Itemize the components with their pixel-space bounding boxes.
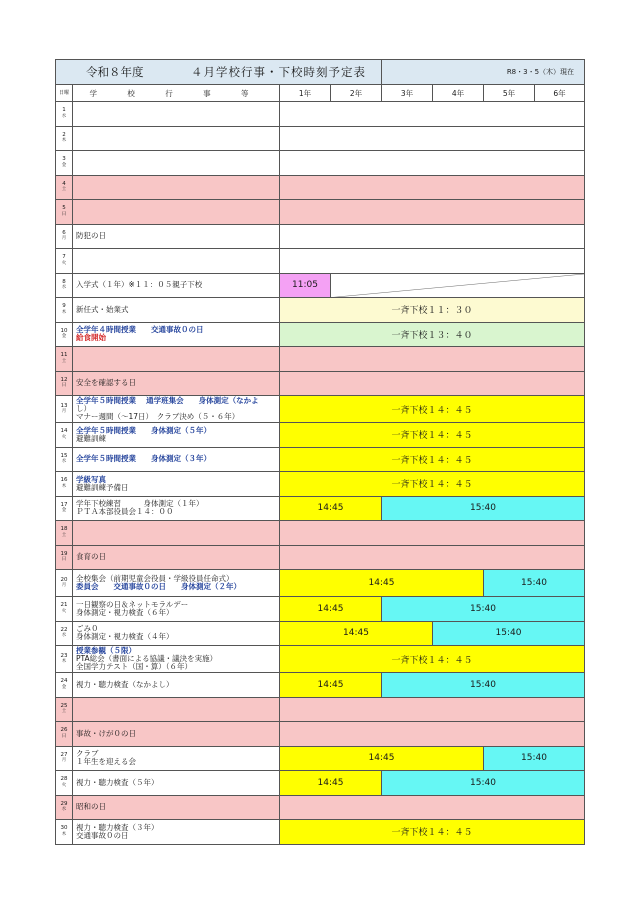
event-cell bbox=[73, 200, 280, 225]
grade-3-header: 3年 bbox=[382, 85, 433, 102]
day-cell bbox=[56, 771, 73, 796]
dismissal-empty bbox=[280, 545, 585, 570]
day-cell bbox=[56, 621, 73, 646]
weekday: 金 bbox=[61, 334, 67, 340]
day-row bbox=[56, 746, 585, 771]
event-cell bbox=[73, 545, 280, 570]
diagonal-line bbox=[331, 274, 584, 298]
dismissal-time: 14:45 bbox=[280, 673, 382, 698]
weekday: 土 bbox=[61, 709, 67, 715]
day-row bbox=[56, 273, 585, 298]
day-row bbox=[56, 175, 585, 200]
dismissal-empty bbox=[280, 175, 585, 200]
event-line: 身体測定・視力検査（４年） bbox=[76, 632, 174, 642]
day-cell bbox=[56, 298, 73, 323]
day-cell bbox=[56, 102, 73, 127]
column-header-row bbox=[56, 85, 585, 102]
day-row bbox=[56, 697, 585, 722]
day-cell bbox=[56, 347, 73, 372]
event-line: 全学年４時間授業 交通事故０の日 bbox=[76, 325, 204, 335]
event-line: 交通事故０の日 bbox=[76, 830, 129, 840]
dismissal-time: 15:40 bbox=[433, 621, 585, 646]
weekday: 火 bbox=[61, 260, 67, 266]
day-cell bbox=[56, 597, 73, 622]
event-line: 給食開始 bbox=[76, 333, 106, 343]
event-column-header: 学 校 行 事 等 bbox=[73, 85, 280, 102]
event-cell bbox=[73, 722, 280, 747]
day-cell bbox=[56, 472, 73, 497]
day-cell bbox=[56, 496, 73, 521]
day-number: 26 bbox=[60, 727, 68, 734]
day-row bbox=[56, 771, 585, 796]
day-number: 12 bbox=[60, 376, 68, 383]
event-line: ＰＴＡ本部役員会１４：００ bbox=[76, 507, 174, 517]
weekday: 木 bbox=[61, 831, 67, 837]
dismissal-time: 15:40 bbox=[484, 570, 585, 597]
day-row bbox=[56, 472, 585, 497]
day-number: 27 bbox=[60, 751, 68, 758]
day-rows bbox=[56, 102, 585, 845]
day-row bbox=[56, 597, 585, 622]
weekday: 水 bbox=[61, 113, 67, 119]
event-cell bbox=[73, 151, 280, 176]
event-line: 事故・けが０の日 bbox=[76, 728, 136, 738]
page-title bbox=[56, 60, 382, 85]
day-row bbox=[56, 621, 585, 646]
event-cell bbox=[73, 371, 280, 396]
day-row bbox=[56, 224, 585, 249]
day-cell bbox=[56, 126, 73, 151]
event-line: 全校集会（前期児童会役員・学級役員任命式） bbox=[76, 574, 234, 583]
event-cell bbox=[73, 820, 280, 845]
day-cell bbox=[56, 646, 73, 673]
day-number: 2 bbox=[62, 131, 66, 138]
day-number: 19 bbox=[60, 550, 68, 557]
weekday: 火 bbox=[61, 434, 67, 440]
dismissal-time: 14:45 bbox=[280, 597, 382, 622]
day-cell bbox=[56, 697, 73, 722]
dismissal-time: 一斉下校１１：３０ bbox=[280, 298, 585, 323]
day-number: 28 bbox=[60, 776, 68, 783]
weekday: 日 bbox=[61, 733, 67, 739]
event-line: 身体測定・視力検査（６年） bbox=[76, 607, 174, 617]
day-cell bbox=[56, 722, 73, 747]
event-line: 全学年５時間授業 身体測定（３年） bbox=[76, 454, 211, 464]
dismissal-empty bbox=[280, 521, 585, 546]
day-number: 4 bbox=[62, 180, 66, 187]
event-line: 昭和の日 bbox=[76, 802, 106, 812]
day-cell bbox=[56, 322, 73, 347]
weekday: 火 bbox=[61, 782, 67, 788]
dismissal-time: 15:40 bbox=[382, 673, 585, 698]
day-number: 25 bbox=[60, 702, 68, 709]
dismissal-time: 14:45 bbox=[280, 771, 382, 796]
day-number: 21 bbox=[60, 602, 68, 609]
day-row bbox=[56, 795, 585, 820]
day-row bbox=[56, 347, 585, 372]
event-line: 授業参観（５限） bbox=[76, 646, 136, 655]
dismissal-empty bbox=[280, 224, 585, 249]
weekday: 水 bbox=[61, 807, 67, 813]
day-row bbox=[56, 396, 585, 423]
as-of-date: R8・3・5（木）現在 bbox=[382, 60, 585, 85]
day-row bbox=[56, 151, 585, 176]
grade-4-header: 4年 bbox=[433, 85, 484, 102]
event-line: 学級写真 bbox=[76, 474, 106, 484]
weekday: 木 bbox=[61, 138, 67, 144]
event-line: 全国学力テスト（国・算）（６年） bbox=[76, 662, 192, 671]
event-line: クラブ bbox=[76, 749, 99, 759]
day-number: 8 bbox=[62, 278, 66, 285]
day-cell bbox=[56, 447, 73, 472]
dismissal-empty bbox=[280, 795, 585, 820]
dismissal-time: 一斉下校１４：４５ bbox=[280, 820, 585, 845]
day-cell bbox=[56, 795, 73, 820]
event-cell bbox=[73, 175, 280, 200]
event-line: 全学年５時間授業 身体測定（５年） bbox=[76, 425, 211, 435]
day-number: 10 bbox=[60, 327, 68, 334]
day-row bbox=[56, 298, 585, 323]
fiscal-year: 令和８年度 bbox=[86, 65, 144, 79]
dismissal-time: 15:40 bbox=[382, 771, 585, 796]
dismissal-time: 一斉下校１４：４５ bbox=[280, 472, 585, 497]
dismissal-time: 一斉下校１４：４５ bbox=[280, 447, 585, 472]
dismissal-time: 14:45 bbox=[280, 570, 484, 597]
day-cell bbox=[56, 396, 73, 423]
day-number: 11 bbox=[60, 352, 68, 359]
day-row bbox=[56, 126, 585, 151]
event-cell bbox=[73, 746, 280, 771]
event-line: 避難訓練 bbox=[76, 433, 106, 443]
weekday: 木 bbox=[61, 659, 67, 664]
weekday: 木 bbox=[61, 483, 67, 489]
day-row bbox=[56, 249, 585, 274]
title-text: ４月学校行事・下校時刻予定表 bbox=[191, 65, 366, 79]
event-line: PTA総会（書面による協議・議決を実施） bbox=[76, 654, 218, 663]
event-cell bbox=[73, 673, 280, 698]
event-cell bbox=[73, 126, 280, 151]
grade-5-header: 5年 bbox=[484, 85, 535, 102]
day-number: 29 bbox=[60, 800, 68, 807]
event-cell bbox=[73, 771, 280, 796]
event-cell bbox=[73, 521, 280, 546]
day-number: 5 bbox=[62, 205, 66, 212]
event-line: 入学式（１年）※１１：０５親子下校 bbox=[76, 280, 203, 290]
event-line: 視力・聴力検査（５年） bbox=[76, 777, 159, 787]
dismissal-empty bbox=[280, 200, 585, 225]
event-cell bbox=[73, 102, 280, 127]
day-row bbox=[56, 447, 585, 472]
weekday: 土 bbox=[61, 532, 67, 538]
weekday: 水 bbox=[61, 633, 67, 639]
weekday: 金 bbox=[61, 162, 67, 168]
day-row bbox=[56, 646, 585, 673]
day-number: 14 bbox=[60, 428, 68, 435]
event-cell bbox=[73, 224, 280, 249]
event-line: し） bbox=[76, 404, 91, 413]
day-cell bbox=[56, 371, 73, 396]
weekday: 日 bbox=[61, 211, 67, 217]
day-number: 20 bbox=[60, 576, 68, 583]
event-cell bbox=[73, 697, 280, 722]
event-line: 避難訓練予備日 bbox=[76, 482, 129, 492]
dismissal-empty bbox=[280, 722, 585, 747]
day-number: 18 bbox=[60, 526, 68, 533]
event-cell bbox=[73, 447, 280, 472]
day-cell bbox=[56, 224, 73, 249]
event-cell bbox=[73, 423, 280, 448]
day-number: 9 bbox=[62, 303, 66, 310]
event-cell bbox=[73, 396, 280, 423]
weekday: 月 bbox=[61, 583, 67, 588]
grade-2-header: 2年 bbox=[331, 85, 382, 102]
event-cell bbox=[73, 249, 280, 274]
day-number: 15 bbox=[60, 452, 68, 459]
weekday: 日 bbox=[61, 383, 67, 389]
schedule-table bbox=[55, 59, 585, 845]
day-number: 30 bbox=[60, 825, 68, 832]
day-row bbox=[56, 423, 585, 448]
day-cell bbox=[56, 673, 73, 698]
weekday: 木 bbox=[61, 309, 67, 315]
day-cell bbox=[56, 746, 73, 771]
event-line: 学年下校練習 身体測定（１年） bbox=[76, 499, 204, 509]
dismissal-time: 15:40 bbox=[484, 746, 585, 771]
dismissal-empty bbox=[280, 249, 585, 274]
day-number: 1 bbox=[62, 107, 66, 114]
day-number: 24 bbox=[60, 678, 68, 685]
weekday: 火 bbox=[61, 608, 67, 614]
day-cell bbox=[56, 423, 73, 448]
day-row bbox=[56, 521, 585, 546]
weekday: 土 bbox=[61, 187, 67, 193]
event-cell bbox=[73, 496, 280, 521]
day-row bbox=[56, 545, 585, 570]
event-cell bbox=[73, 347, 280, 372]
dismissal-time: 15:40 bbox=[382, 597, 585, 622]
day-number: 3 bbox=[62, 156, 66, 163]
day-row bbox=[56, 371, 585, 396]
event-line: 食育の日 bbox=[76, 552, 106, 562]
day-cell bbox=[56, 151, 73, 176]
event-cell bbox=[73, 597, 280, 622]
weekday: 水 bbox=[61, 285, 67, 291]
day-number: 7 bbox=[62, 254, 66, 261]
weekday: 金 bbox=[61, 684, 67, 690]
dismissal-empty bbox=[280, 126, 585, 151]
event-line: １年生を迎える会 bbox=[76, 757, 136, 767]
event-line: 委員会 交通事故０の日 身体測定（２年） bbox=[76, 582, 241, 591]
day-row bbox=[56, 496, 585, 521]
day-row bbox=[56, 570, 585, 597]
event-cell bbox=[73, 646, 280, 673]
event-line: 防犯の日 bbox=[76, 231, 106, 241]
day-number: 22 bbox=[60, 626, 68, 633]
weekday: 水 bbox=[61, 459, 67, 465]
day-cell bbox=[56, 175, 73, 200]
event-line: 新任式・始業式 bbox=[76, 304, 129, 314]
event-line: 視力・聴力検査（なかよし） bbox=[76, 679, 174, 689]
event-cell bbox=[73, 621, 280, 646]
day-number: 17 bbox=[60, 501, 68, 508]
event-line: 安全を確認する日 bbox=[76, 378, 136, 388]
dismissal-empty bbox=[280, 697, 585, 722]
event-line: 一日観察の日＆ネットモラルデー bbox=[76, 599, 189, 609]
event-cell bbox=[73, 322, 280, 347]
dismissal-time: 11:05 bbox=[280, 273, 331, 298]
day-row bbox=[56, 322, 585, 347]
dismissal-time: 15:40 bbox=[382, 496, 585, 521]
weekday: 月 bbox=[61, 758, 67, 764]
dismissal-time: 14:45 bbox=[280, 621, 433, 646]
event-line: 全学年５時間授業 通学班集会 身体測定（なかよ bbox=[76, 396, 259, 405]
day-cell bbox=[56, 570, 73, 597]
grade-6-header: 6年 bbox=[535, 85, 585, 102]
schedule-sheet bbox=[55, 59, 584, 846]
day-row bbox=[56, 102, 585, 127]
day-cell bbox=[56, 249, 73, 274]
day-number: 23 bbox=[60, 652, 68, 659]
weekday: 日 bbox=[61, 557, 67, 563]
day-row bbox=[56, 820, 585, 845]
dismissal-time: 一斉下校１３：４０ bbox=[280, 322, 585, 347]
event-line: 視力・聴力検査（３年） bbox=[76, 822, 159, 832]
event-cell bbox=[73, 298, 280, 323]
dismissal-time: 14:45 bbox=[280, 496, 382, 521]
weekday: 月 bbox=[61, 236, 67, 242]
day-number: 6 bbox=[62, 229, 66, 236]
day-column-header: 日曜 bbox=[56, 85, 73, 102]
event-cell bbox=[73, 795, 280, 820]
no-dismissal-cell bbox=[331, 273, 585, 298]
day-cell bbox=[56, 200, 73, 225]
weekday: 土 bbox=[61, 358, 67, 364]
event-cell bbox=[73, 472, 280, 497]
event-line: マナー週間（～17日） クラブ決め（５・６年） bbox=[76, 412, 240, 421]
day-number: 13 bbox=[60, 402, 68, 409]
dismissal-empty bbox=[280, 347, 585, 372]
dismissal-empty bbox=[280, 151, 585, 176]
weekday: 月 bbox=[61, 409, 67, 414]
event-line: ごみ０ bbox=[76, 624, 99, 634]
day-row bbox=[56, 200, 585, 225]
day-row bbox=[56, 722, 585, 747]
event-cell bbox=[73, 273, 280, 298]
dismissal-empty bbox=[280, 102, 585, 127]
day-cell bbox=[56, 545, 73, 570]
dismissal-time: 14:45 bbox=[280, 746, 484, 771]
day-cell bbox=[56, 273, 73, 298]
dismissal-time: 一斉下校１４：４５ bbox=[280, 646, 585, 673]
day-number: 16 bbox=[60, 477, 68, 484]
dismissal-time: 一斉下校１４：４５ bbox=[280, 396, 585, 423]
event-cell bbox=[73, 570, 280, 597]
grade-1-header: 1年 bbox=[280, 85, 331, 102]
day-row bbox=[56, 673, 585, 698]
day-cell bbox=[56, 521, 73, 546]
header-row bbox=[56, 60, 585, 85]
dismissal-time: 一斉下校１４：４５ bbox=[280, 423, 585, 448]
weekday: 金 bbox=[61, 508, 67, 514]
day-cell bbox=[56, 820, 73, 845]
dismissal-empty bbox=[280, 371, 585, 396]
